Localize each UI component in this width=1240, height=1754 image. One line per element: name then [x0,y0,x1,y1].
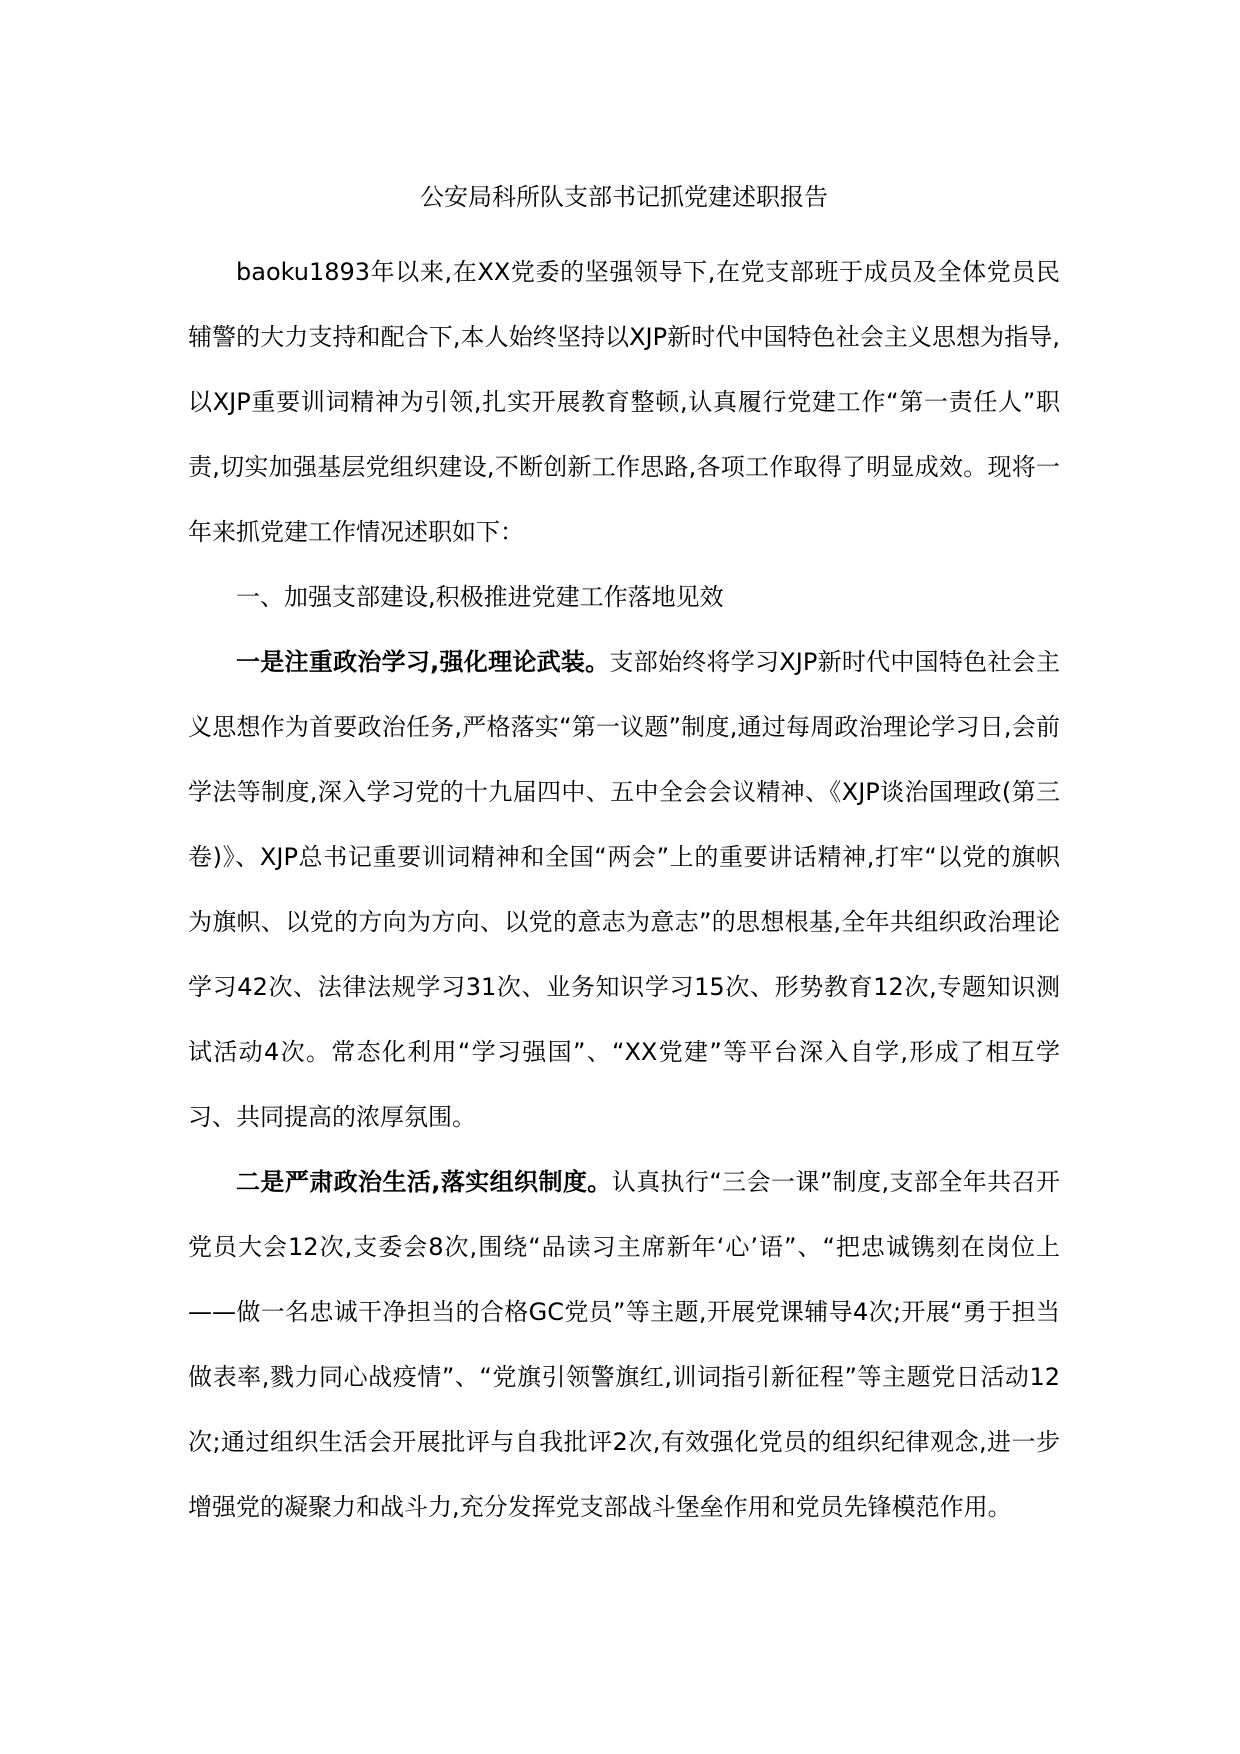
paragraph-political-study [188,630,1060,1150]
paragraph-body: 支部始终将学习XJP新时代中国特色社会主义思想作为首要政治任务,严格落实“第一议题”制度,通过每周政治理论学习日,会前学法等制度,深入学习党的十九届四中、五中全会会议精神、《XJP谈治国理政(第三卷)》、XJP总书记重要训词精神和全国“两会”上的重要讲话精神,打牢“以党的旗帜为旗帜、以党的方向为方向、以党的意志为意志”的思想根基,全年共组织政治理论学习42次、法律法规学习31次、业务知识学习15次、形势教育12次,专题知识测试活动4次。常态化利用“学习强国”、“XX党建”等平台深入自学,形成了相互学习、共同提高的浓厚氛围。 [188,648,1060,1131]
document-title: 公安局科所队支部书记抓党建述职报告 [420,183,828,211]
section-heading: 一、加强支部建设,积极推进党建工作落地见效 [236,583,724,611]
intro-paragraph: baoku1893年以来,在XX党委的坚强领导下,在党支部班于成员及全体党员民辅警的大力支持和配合下,本人始终坚持以XJP新时代中国特色社会主义思想为指导,以XJP重要训词精神为引领,扎实开展教育整顿,认真履行党建工作“第一责任人”职责,切实加强基层党组织建设,不断创新工作思路,各项工作取得了明显成效。现将一年来抓党建工作情况述职如下： [188,258,1060,546]
paragraph-lead: 一是注重政治学习,强化理论武装。 [236,648,610,676]
paragraph-lead: 二是严肃政治生活,落实组织制度。 [236,1168,612,1196]
paragraph-body: 认真执行“三会一课”制度,支部全年共召开党员大会12次,支委会8次,围绕“品读习主席新年‘心’语”、“把忠诚镌刻在岗位上——做一名忠诚干净担当的合格GC党员”等主题,开展党课辅导4次;开展“勇于担当做表率,戮力同心战疫情”、“党旗引领警旗红,训词指引新征程”等主题党日活动12次;通过组织生活会开展批评与自我批评2次,有效强化党员的组织纪律观念,进一步增强党的凝聚力和战斗力,充分发挥党支部战斗堡垒作用和党员先锋模范作用。 [188,1168,1060,1521]
paragraph-political-life [188,1150,1060,1540]
